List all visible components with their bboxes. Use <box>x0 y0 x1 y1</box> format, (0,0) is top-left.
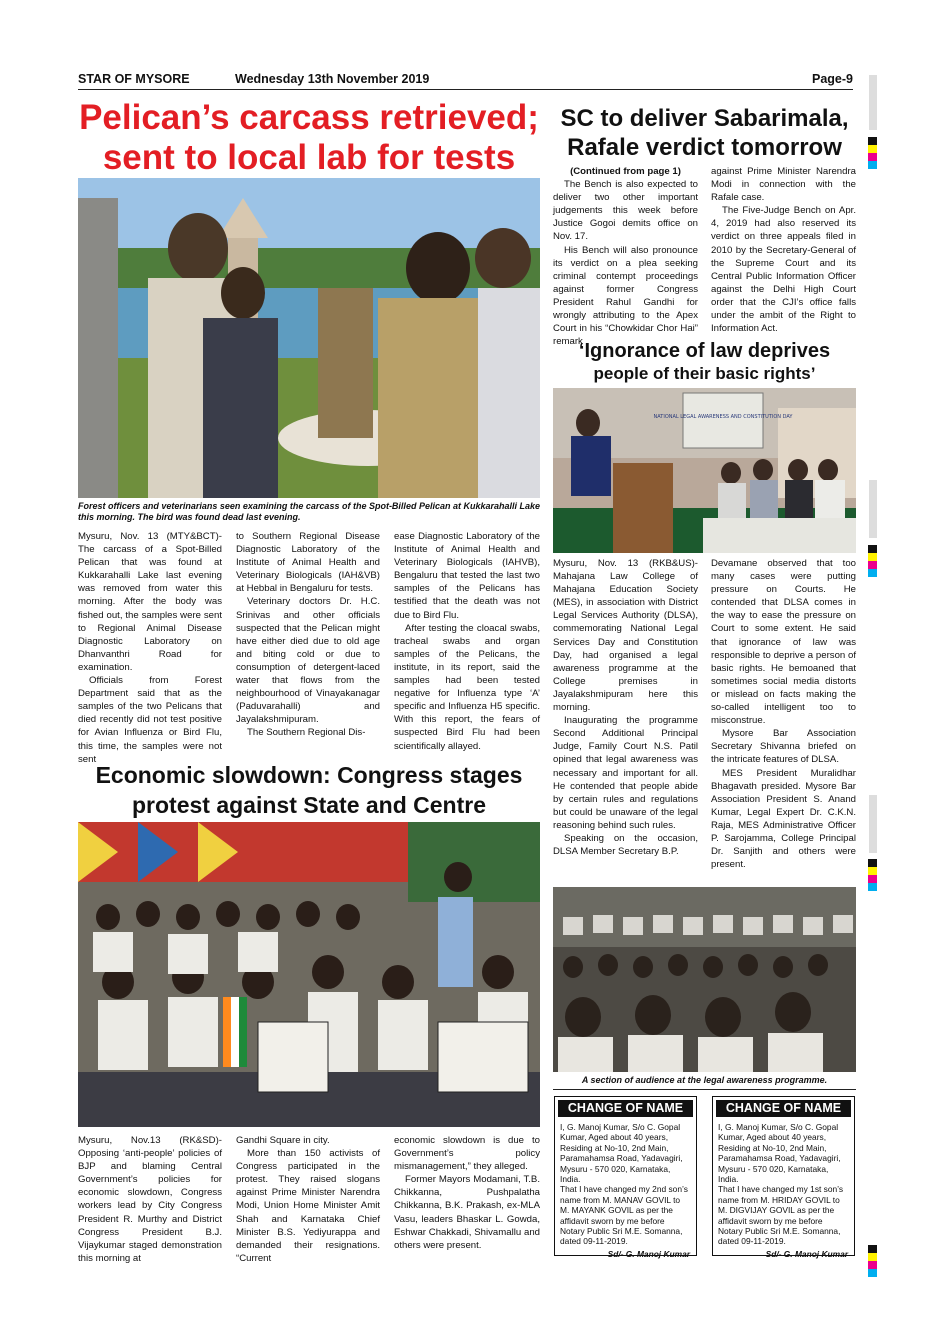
margin-strip <box>869 795 877 853</box>
sc-column-2 <box>711 165 856 335</box>
paragraph: ease Diagnostic Laboratory of the Institute of Animal Health and Veterinary Biologicals (IAHVB), Bengaluru that tested the last two samples of the Pelicans has testified that the death was not due to Bird Flu. <box>394 531 540 621</box>
sc-column-1 <box>553 165 698 348</box>
pelican-headline-line1: Pelican’s carcass retrieved; <box>79 98 539 137</box>
slowdown-column-2 <box>236 1134 380 1265</box>
paragraph: MES President Muralidhar Bhagavath presided. Mysore Bar Association President S. Anand Kumar, Legal Expert Dr. C.K.N. Raja, MES Administrative Officer P. Sarojamma, College Principal Dr. Sanjith and others were present. <box>711 767 856 871</box>
notice-title: CHANGE OF NAME <box>715 1099 852 1118</box>
paragraph: economic slowdown is due to Government’s policy mismanagement,” they alleged. <box>394 1135 540 1173</box>
paragraph: Devamane observed that too many cases were putting pressure on Courts. He contended that DLSA comes in the way to ease the pressure on Court to some extent. He said that ignorance of law was responsible to deprive a person of basic rights. He bemoaned that sometimes social media distorts or mislead on facts making the so-called intelligent too to misconstrue. <box>711 558 856 727</box>
notice-body <box>555 1120 696 1249</box>
pelican-headline <box>78 98 540 178</box>
paper-name: STAR OF MYSORE <box>78 72 190 86</box>
notice-body-address: I, G. Manoj Kumar, S/o C. Gopal Kumar, Aged about 40 years, Residing at No-10, 2nd Main, Paramahamsa Road, Yadavagiri, Mysuru - 570 020, Karnataka, India. <box>560 1122 683 1185</box>
paragraph: The Southern Regional Dis- <box>247 727 366 739</box>
pelican-column-1 <box>78 530 222 766</box>
notice-body-address: I, G. Manoj Kumar, S/o C. Gopal Kumar, Aged about 40 years, Residing at No-10, 2nd Main, Paramahamsa Road, Yadavagiri, Mysuru - 570 020, Karnataka, India. <box>718 1122 841 1185</box>
pelican-caption-line2: this morning. The bird was found dead last evening. <box>78 512 301 522</box>
paragraph: Speaking on the occasion, DLSA Member Secretary B.P. <box>553 832 698 858</box>
paragraph: Officials from Forest Department said that as the samples of the two Pelicans that died recently did not test positive for Avian Influenza or Bird Flu, this time, the samples were not sent <box>78 675 222 765</box>
change-of-name-notice-1 <box>554 1096 697 1259</box>
paragraph: against Prime Minister Narendra Modi in connection with the Rafale case. <box>711 166 856 204</box>
paragraph: Inaugurating the programme Second Additional Principal Judge, Family Court N.S. Patil opined that legal awareness was necessary and important for all. He contended that people abide by certain rules and regulations but could be unaware of the legal reasoning behind such rules. <box>553 715 698 831</box>
sc-headline-line1: SC to deliver Sabarimala, <box>560 105 849 132</box>
law-headline-line2: people of their basic rights’ <box>593 364 816 383</box>
paragraph: to Southern Regional Disease Diagnostic Laboratory of the Institute of Animal Health and Veterinary Biologicals (IAH&VB) at Hebbal in Bengaluru for tests. <box>236 531 380 595</box>
pelican-caption <box>78 501 540 523</box>
paragraph: After testing the cloacal swabs, tracheal swabs and organ samples of the Pelicans, the institute, in its report, said the samples had been tested negative for Influenza type ‘A’ specific and Influenza H5 specific. With this report, the fears of suspected Bird Flu had been scientifically allayed. <box>394 622 540 752</box>
color-registration-mark <box>868 545 877 577</box>
pelican-column-3 <box>394 530 540 753</box>
paragraph: Mysuru, Nov. 13 (MTY&BCT)- The carcass of a Spot-Billed Pelican that was found at Kukkarahalli Lake last evening was removed from water this morning. After the body was fished out, the samples were sent to Regional Animal Disease Diagnostic Laboratory on Dhanvanthri Road for examination. <box>78 531 222 673</box>
margin-strip <box>869 75 877 130</box>
slowdown-column-1 <box>78 1134 222 1265</box>
law-event-photo <box>553 388 856 553</box>
notice-signature: Sd/- G. Manoj Kumar <box>607 1248 690 1259</box>
paragraph: Mysuru, Nov.13 (RK&SD)- Opposing ‘anti-people’ policies of BJP and blaming Central Government’s policies for economic slowdown, Congress workers lead by City Congress President R. Murthy and District Congress President B.J. Vijaykumar staged demonstration this morning at <box>78 1135 222 1264</box>
margin-strip <box>869 480 877 538</box>
divider <box>553 1089 856 1090</box>
paragraph: Mysuru, Nov. 13 (RKB&US)- Mahajana Law College of Mahajana Education Society (MES), in association with District Legal Services Authority (DLSA), commemorating National Legal Services Day and Constitution Day, had organised a legal awareness programme at the College premises in Jayalakshmipuram here this morning. <box>553 558 698 714</box>
law-column-1 <box>553 557 698 858</box>
slowdown-column-3 <box>394 1134 540 1252</box>
paragraph: Veterinary doctors Dr. H.C. Srinivas and other officials suspected that the Pelican might have either died due to old age and biting cold or due to consumption of detergent-laced water that flows from the neighbourhood of Vinayakanagar (Paduvarahalli) and Jayalakshmipuram. <box>236 596 380 726</box>
change-of-name-notice-2 <box>712 1096 855 1259</box>
issue-date: Wednesday 13th November 2019 <box>235 72 430 86</box>
color-registration-mark <box>868 859 877 891</box>
law-headline <box>553 340 856 384</box>
color-registration-mark <box>868 1245 877 1277</box>
paragraph: His Bench will also pronounce its verdict on a plea seeking criminal contempt proceedings against former Congress President Rahul Gandhi for wrongly attributing to the Apex Court in his “Chowkidar Chor Hai” remark <box>553 244 698 348</box>
notice-body <box>713 1120 854 1249</box>
pelican-headline-line2: sent to local lab for tests <box>102 138 516 177</box>
law-column-2 <box>711 557 856 871</box>
slowdown-headline-line1: Economic slowdown: Congress stages <box>95 762 523 788</box>
pelican-caption-line1: Forest officers and veterinarians seen examining the carcass of the Spot-Billed Pelican at Kukkarahalli Lake <box>78 501 541 511</box>
notice-signature: Sd/- G. Manoj Kumar <box>765 1248 848 1259</box>
paragraph: Mysore Bar Association Secretary Shivanna briefed on the intricate features of DLSA. <box>711 728 856 766</box>
continued-note: (Continued from page 1) <box>570 166 681 177</box>
notice-title: CHANGE OF NAME <box>557 1099 694 1118</box>
audience-caption: A section of audience at the legal awareness programme. <box>581 1075 828 1085</box>
paragraph: The Five-Judge Bench on Apr. 4, 2019 had also reserved its verdict on three appeals filed in 2010 by the Secretary-General of the Supreme Court and its Central Public Information Officer against the Delhi High Court order that the CJI’s office falls under the ambit of the Right to Information Act. <box>711 205 856 335</box>
paragraph: Gandhi Square in city. <box>236 1135 330 1146</box>
slowdown-headline <box>78 760 540 820</box>
sc-headline-line2: Rafale verdict tomorrow <box>567 134 842 161</box>
color-registration-mark <box>868 137 877 169</box>
sc-headline <box>553 104 856 162</box>
banner-text: NATIONAL LEGAL AWARENESS AND CONSTITUTION DAY <box>653 414 793 420</box>
notice-body-statement: That I have changed my 2nd son’s name from M. MANAV GOVIL to M. MAYANK GOVIL as per the affidavit sworn by me before Notary Public Sri M.E. Somanna, dated 09-11-2019. <box>560 1184 688 1247</box>
pelican-photo <box>78 178 540 498</box>
pelican-column-2 <box>236 530 380 740</box>
paragraph: The Bench is also expected to deliver two other important judgements this week before Justice Gogoi demits office on Nov. 17. <box>553 179 698 243</box>
paragraph: More than 150 activists of Congress participated in the protest. They raised slogans against Prime Minister Narendra Modi, Union Home Minister Amit Shah and Karnataka Chief Minister B.S. Yediyurappa and demanded their resignations. “Current <box>236 1148 380 1264</box>
audience-photo <box>553 887 856 1072</box>
masthead <box>78 72 853 90</box>
page-number: Page-9 <box>812 72 853 86</box>
law-headline-line1: ‘Ignorance of law deprives <box>578 340 831 362</box>
paragraph: Former Mayors Modamani, T.B. Chikkanna, Pushpalatha Chikkanna, B.K. Prakash, ex-MLA Vasu, leaders Bhaskar L. Gowda, Eshwar Chakkadi, Shivamallu and others were present. <box>394 1174 540 1251</box>
slowdown-headline-line2: protest against State and Centre <box>131 792 487 818</box>
protest-photo <box>78 822 540 1127</box>
notice-body-statement: That I have changed my 1st son’s name from M. HRIDAY GOVIL to M. DIGVIJAY GOVIL as per the affidavit sworn by me before Notary Public Sri M.E. Somanna, dated 09-11-2019. <box>718 1184 844 1247</box>
